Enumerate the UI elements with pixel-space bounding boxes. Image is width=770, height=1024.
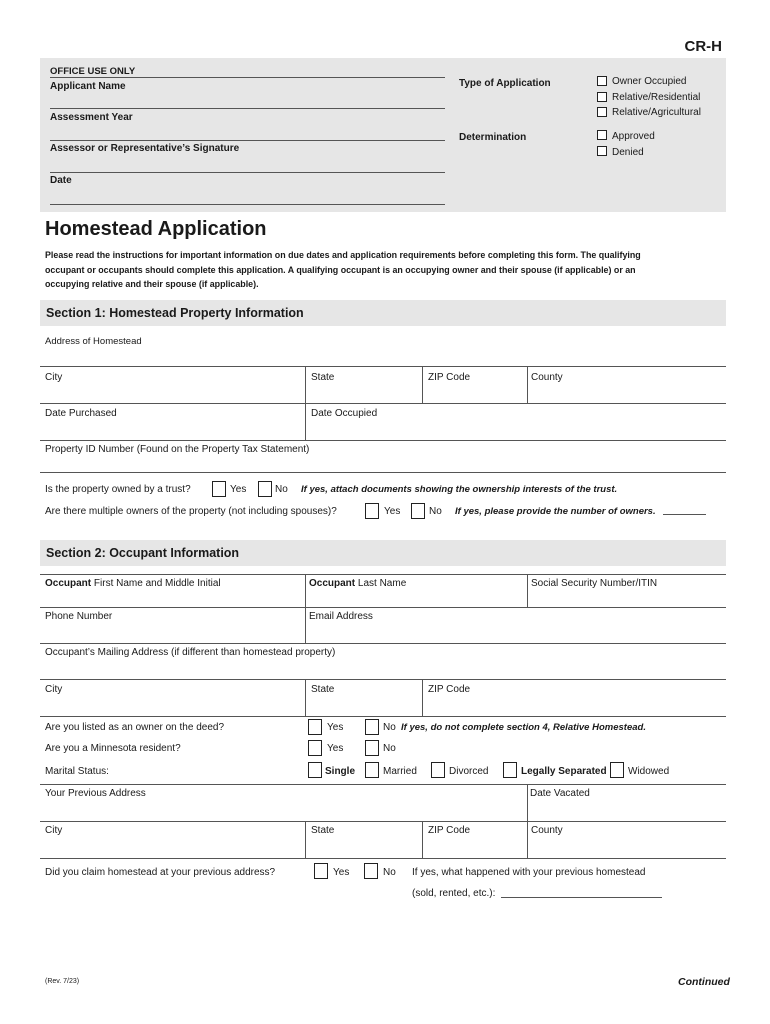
previous-state-label: State bbox=[311, 825, 335, 836]
email-label: Email Address bbox=[309, 611, 373, 622]
occupant-last-name-label: Occupant Last Name bbox=[309, 578, 407, 589]
widowed-label: Widowed bbox=[628, 766, 670, 777]
multi-no-checkbox[interactable] bbox=[411, 503, 425, 519]
trust-question: Is the property owned by a trust? bbox=[45, 484, 191, 495]
zip-label: ZIP Code bbox=[428, 372, 471, 383]
previous-city-field[interactable] bbox=[40, 858, 726, 859]
trust-yes-checkbox[interactable] bbox=[212, 481, 226, 497]
continued-label: Continued bbox=[678, 976, 730, 988]
occupant-name-field[interactable] bbox=[40, 607, 726, 608]
intro-line-1: Please read the instructions for important information on due dates and application requirements before completing this form. The qualifying bbox=[45, 250, 641, 260]
mn-no-label: No bbox=[383, 743, 396, 754]
claim-no-checkbox[interactable] bbox=[364, 863, 378, 879]
legally-separated-label: Legally Separated bbox=[521, 766, 607, 777]
multi-yes-label: Yes bbox=[384, 506, 401, 517]
revision-label: (Rev. 7/23) bbox=[45, 978, 80, 985]
previous-county-label: County bbox=[531, 825, 563, 836]
claim-note: If yes, what happened with your previous homestead bbox=[412, 867, 646, 878]
city-state-zip-field[interactable] bbox=[40, 403, 726, 404]
phone-label: Phone Number bbox=[45, 611, 113, 622]
owner-on-deed-question: Are you listed as an owner on the deed? bbox=[45, 722, 225, 733]
approved-checkbox[interactable] bbox=[597, 130, 607, 140]
mn-no-checkbox[interactable] bbox=[365, 740, 379, 756]
number-of-owners-field[interactable] bbox=[663, 514, 706, 515]
divorced-checkbox[interactable] bbox=[431, 762, 445, 778]
date-purchased-label: Date Purchased bbox=[45, 408, 117, 419]
owner-occupied-label: Owner Occupied bbox=[612, 76, 687, 87]
claim-no-label: No bbox=[383, 867, 396, 878]
page-title: Homestead Application bbox=[45, 218, 267, 240]
ssn-label: Social Security Number/ITIN bbox=[531, 578, 658, 589]
trust-yes-label: Yes bbox=[230, 484, 247, 495]
denied-checkbox[interactable] bbox=[597, 146, 607, 156]
approved-label: Approved bbox=[612, 131, 655, 142]
owner-yes-label: Yes bbox=[327, 722, 344, 733]
date-occupied-label: Date Occupied bbox=[311, 408, 378, 419]
previous-city-label: City bbox=[45, 825, 63, 836]
relative-agricultural-label: Relative/Agricultural bbox=[612, 107, 701, 118]
trust-no-checkbox[interactable] bbox=[258, 481, 272, 497]
property-id-label: Property ID Number (Found on the Property Tax Statement) bbox=[45, 444, 310, 455]
applicant-name-label: Applicant Name bbox=[50, 81, 126, 92]
claim-note-2: (sold, rented, etc.): bbox=[412, 888, 496, 899]
mailing-zip-label: ZIP Code bbox=[428, 684, 471, 695]
mailing-city-label: City bbox=[45, 684, 63, 695]
signature-label: Assessor or Representative’s Signature bbox=[50, 143, 240, 154]
form-code: CR-H bbox=[684, 38, 722, 55]
determination-label: Determination bbox=[459, 132, 527, 143]
assessment-year-line[interactable] bbox=[50, 140, 445, 141]
section-1-header bbox=[40, 300, 726, 326]
date-line[interactable] bbox=[50, 204, 445, 205]
mailing-state-label: State bbox=[311, 684, 335, 695]
single-checkbox[interactable] bbox=[308, 762, 322, 778]
section-2-title: Section 2: Occupant Information bbox=[46, 546, 240, 560]
address-of-homestead-field[interactable] bbox=[40, 366, 726, 367]
mailing-address-label: Occupant’s Mailing Address (if different than homestead property) bbox=[45, 647, 336, 658]
previous-address-label: Your Previous Address bbox=[45, 788, 146, 799]
date-label: Date bbox=[50, 175, 72, 186]
relative-agricultural-checkbox[interactable] bbox=[597, 107, 607, 117]
owner-note: If yes, do not complete section 4, Relative Homestead. bbox=[401, 722, 646, 733]
mailing-city-field[interactable] bbox=[40, 716, 726, 717]
trust-note: If yes, attach documents showing the ownership interests of the trust. bbox=[301, 484, 618, 495]
intro-line-3: occupying relative and their spouse (if applicable). bbox=[45, 279, 259, 289]
occupant-first-name-label: Occupant First Name and Middle Initial bbox=[45, 578, 221, 589]
legally-separated-checkbox[interactable] bbox=[503, 762, 517, 778]
widowed-checkbox[interactable] bbox=[610, 762, 624, 778]
city-label: City bbox=[45, 372, 63, 383]
state-label: State bbox=[311, 372, 335, 383]
intro-line-2: occupant or occupants should complete this application. A qualifying occupant is an occupying owner and their spouse (if applicable) or an bbox=[45, 265, 636, 275]
dates-field[interactable] bbox=[40, 440, 726, 441]
previous-homestead-field[interactable] bbox=[501, 897, 662, 898]
mn-yes-label: Yes bbox=[327, 743, 344, 754]
married-label: Married bbox=[383, 766, 417, 777]
trust-no-label: No bbox=[275, 484, 288, 495]
mn-resident-question: Are you a Minnesota resident? bbox=[45, 743, 181, 754]
previous-zip-label: ZIP Code bbox=[428, 825, 471, 836]
section-1-title: Section 1: Homestead Property Information bbox=[46, 306, 304, 320]
divorced-label: Divorced bbox=[449, 766, 489, 777]
date-vacated-label: Date Vacated bbox=[530, 788, 590, 799]
property-id-field[interactable] bbox=[40, 472, 726, 473]
claim-yes-label: Yes bbox=[333, 867, 350, 878]
multi-no-label: No bbox=[429, 506, 442, 517]
owner-yes-checkbox[interactable] bbox=[308, 719, 322, 735]
relative-residential-label: Relative/Residential bbox=[612, 92, 701, 103]
single-label: Single bbox=[325, 766, 356, 777]
section-2-header bbox=[40, 540, 726, 566]
multi-yes-checkbox[interactable] bbox=[365, 503, 379, 519]
previous-address-field[interactable] bbox=[40, 821, 726, 822]
marital-status-label: Marital Status: bbox=[45, 766, 109, 777]
address-of-homestead-label: Address of Homestead bbox=[45, 336, 142, 347]
signature-line[interactable] bbox=[50, 172, 445, 173]
denied-label: Denied bbox=[612, 147, 644, 158]
claim-yes-checkbox[interactable] bbox=[314, 863, 328, 879]
mn-yes-checkbox[interactable] bbox=[308, 740, 322, 756]
owner-no-checkbox[interactable] bbox=[365, 719, 379, 735]
owner-occupied-checkbox[interactable] bbox=[597, 76, 607, 86]
married-checkbox[interactable] bbox=[365, 762, 379, 778]
multiple-owners-question: Are there multiple owners of the property (not including spouses)? bbox=[45, 506, 337, 517]
county-label: County bbox=[531, 372, 563, 383]
multi-note: If yes, please provide the number of owners. bbox=[455, 506, 656, 517]
phone-email-field[interactable] bbox=[40, 643, 726, 644]
type-of-application-label: Type of Application bbox=[459, 78, 551, 89]
owner-no-label: No bbox=[383, 722, 396, 733]
relative-residential-checkbox[interactable] bbox=[597, 92, 607, 102]
claim-homestead-question: Did you claim homestead at your previous address? bbox=[45, 867, 276, 878]
office-use-heading: OFFICE USE ONLY bbox=[50, 66, 136, 77]
mailing-address-field[interactable] bbox=[40, 679, 726, 680]
applicant-name-line[interactable] bbox=[50, 108, 445, 109]
assessment-year-label: Assessment Year bbox=[50, 112, 133, 123]
